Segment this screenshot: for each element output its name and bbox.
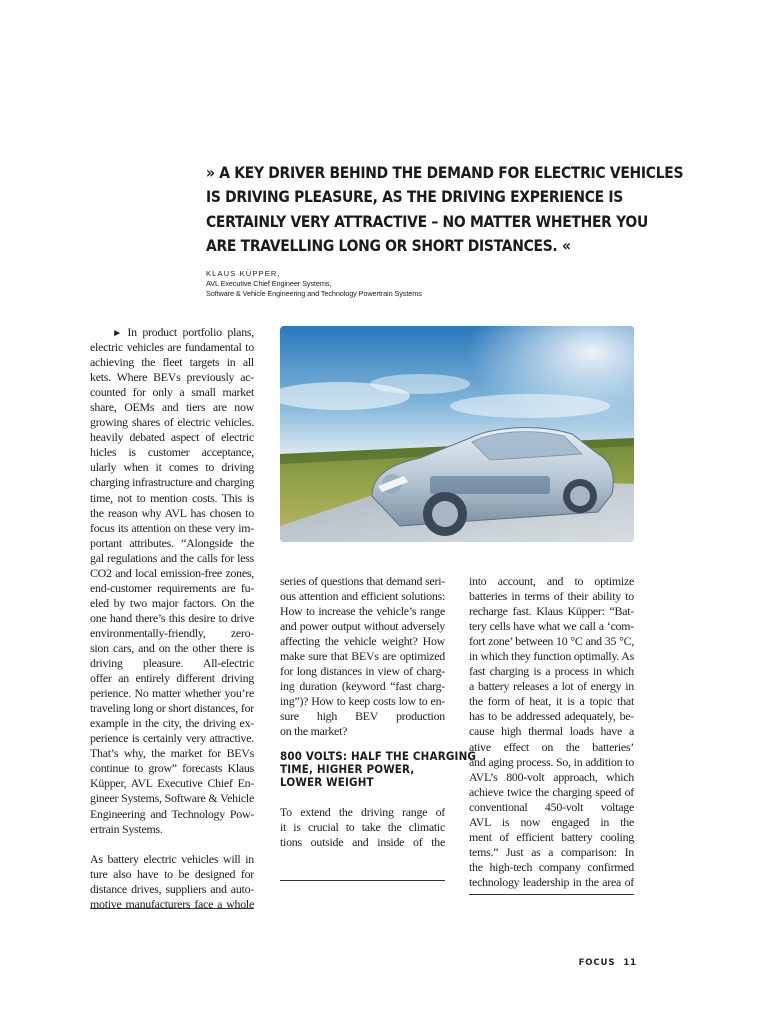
text-line: tery cells have what we call a ‘com-	[469, 619, 634, 634]
text-line: batteries in terms of their ability to	[469, 589, 634, 604]
text-line: That’s why, the market for BEVs	[90, 746, 254, 761]
text-line: ularly when it comes to driving	[90, 460, 254, 475]
text-line: ous attention and efficient solutions:	[280, 589, 445, 604]
text-line: achieving the fleet targets in all	[90, 355, 254, 370]
text-line: sure high BEV production	[280, 709, 445, 724]
text-line: gal regulations and the calls for less	[90, 550, 254, 565]
text-line: hicles is customer acceptance,	[90, 445, 254, 460]
text-line: ertrain Systems.	[90, 821, 163, 836]
text-line: As battery electric vehicles will in	[90, 851, 254, 866]
pull-quote-line: IS DRIVING PLEASURE, AS THE DRIVING EXPERIENCE IS	[206, 187, 623, 207]
text-line: How to increase the vehicle’s range	[280, 604, 445, 619]
text-line: on the market?	[280, 724, 348, 739]
column-end-rule	[90, 908, 254, 909]
text-line: ing duration (keyword “fast charg-	[280, 679, 445, 694]
text-column-3	[469, 574, 634, 890]
pull-quote-line: CERTAINLY VERY ATTRACTIVE – NO MATTER WHETHER YOU	[206, 211, 648, 231]
attribution-role-line: Software & Vehicle Engineering and Technology Powertrain Systems	[206, 288, 422, 298]
text-line: gineer Systems, Software & Vehicle	[90, 791, 254, 806]
text-line: electric vehicles are fundamental to	[90, 340, 254, 355]
attribution-name: KLAUS KÜPPER,	[206, 269, 281, 278]
car-illustration	[280, 326, 634, 542]
text-line: tions outside and inside of the	[280, 835, 445, 850]
text-line: for long distances in view of charg-	[280, 664, 445, 679]
text-line: heavily debated aspect of electric	[90, 430, 254, 445]
text-line: recharge fast. Klaus Küpper: “Bat-	[469, 604, 634, 619]
paragraph-marker-icon: ►	[112, 328, 122, 339]
text-line: perience is certainly very attractive.	[90, 731, 254, 746]
text-line: ture also have to be designed for	[90, 866, 254, 881]
text-line: ative effect on the batteries’	[469, 739, 634, 754]
text-line: ► In product portfolio plans,	[112, 325, 254, 339]
pull-quote-line: ARE TRAVELLING LONG OR SHORT DISTANCES. «	[206, 236, 571, 256]
text-line: AVL’s 800-volt approach, which	[469, 769, 634, 784]
text-line: offer an entirely different driving	[90, 671, 254, 686]
text-line: traveling long or short distances, for	[90, 701, 254, 716]
section-heading-line: LOWER WEIGHT	[280, 774, 374, 789]
text-line: fort zone’ between 10 °C and 35 °C,	[469, 634, 634, 649]
text-line: fast charging is a process in which	[469, 664, 634, 679]
text-line: kets. Where BEVs previously ac-	[90, 370, 254, 385]
text-line: achieve twice the charging speed of	[469, 784, 634, 799]
text-line: conventional 450-volt voltage	[469, 799, 634, 814]
text-line: share, OEMs and tiers are now	[90, 400, 254, 415]
text-line: tems.” Just as a comparison: In	[469, 844, 634, 859]
text-line: the form of heat, it is a topic that	[469, 694, 634, 709]
column-end-rule	[469, 894, 634, 895]
text-line: ing”)? How to keep costs low to en-	[280, 694, 445, 709]
text-line: eled by two major factors. On the	[90, 595, 254, 610]
section-name: FOCUS	[578, 958, 616, 968]
text-line: example in the city, the driving ex-	[90, 716, 254, 731]
text-line: time, not to mention costs. This is	[90, 490, 254, 505]
text-line: has to be addressed adequately, be-	[469, 709, 634, 724]
text-line: the reason why AVL has chosen to	[90, 505, 254, 520]
text-line: environmentally-friendly, zero-	[90, 625, 254, 640]
text-line: into account, and to optimize	[469, 574, 634, 588]
text-line: AVL is now engaged in the	[469, 814, 634, 829]
electric-car-photo	[280, 326, 634, 542]
page-number: 11	[623, 958, 637, 968]
text-line: growing shares of electric vehicles.	[90, 415, 254, 430]
text-line: and aging process. So, in addition to	[469, 754, 634, 769]
text-line: and power output without adversely	[280, 619, 445, 634]
text-line: end-customer requirements are fu-	[90, 580, 254, 595]
text-line: continue to grow” forecasts Klaus	[90, 761, 254, 776]
section-heading-line: TIME, HIGHER POWER,	[280, 761, 415, 776]
column-end-rule	[280, 880, 445, 881]
section-heading-line: 800 VOLTS: HALF THE CHARGING	[280, 748, 477, 763]
text-line: To extend the driving range of	[280, 805, 445, 820]
text-column-2	[280, 574, 477, 850]
pull-quote-line: » A KEY DRIVER BEHIND THE DEMAND FOR ELECTRIC VEHICLES	[206, 163, 684, 182]
text-line: portant attributes. “Alongside the	[90, 535, 254, 550]
text-line: cause high thermal loads have a	[469, 724, 634, 739]
text-line: technology leadership in the area of	[469, 874, 634, 889]
text-line: affecting the vehicle weight? How	[280, 634, 445, 649]
text-line: focus its attention on these very im-	[90, 520, 254, 535]
text-line: series of questions that demand seri-	[280, 574, 445, 588]
text-line: Küpper, AVL Executive Chief En-	[90, 776, 254, 791]
pull-quote	[206, 161, 684, 259]
text-line: driving pleasure. All-electric	[90, 656, 254, 671]
text-line: distance drives, suppliers and auto-	[90, 881, 254, 896]
text-line: Engineering and Technology Pow-	[90, 806, 254, 821]
text-line: CO2 and local emission-free zones,	[90, 565, 254, 580]
text-line: charging infrastructure and charging	[90, 475, 254, 490]
text-line: one hand there’s this desire to drive	[90, 610, 254, 625]
text-line: counted for only a small market	[90, 385, 254, 400]
section-heading	[280, 748, 477, 790]
paragraph-gap	[90, 837, 254, 852]
text-line: perience. No matter whether you’re	[90, 686, 254, 701]
text-line: ment of efficient battery cooling	[469, 829, 634, 844]
attribution-role-line: AVL Executive Chief Engineer Systems,	[206, 279, 332, 288]
text-column-1	[90, 325, 254, 912]
text-line: in which they function optimally. As	[469, 649, 634, 664]
text-line: the high-tech company confirmed	[469, 859, 634, 874]
page-footer	[579, 958, 637, 968]
text-line: make sure that BEVs are optimized	[280, 649, 445, 664]
text-line: a battery releases a lot of energy in	[469, 679, 634, 694]
text-line: sion cars, and on the other there is	[90, 640, 254, 655]
text-line: it is crucial to take the climatic	[280, 820, 445, 835]
quote-attribution	[206, 269, 536, 298]
text-line: motive manufacturers face a whole	[90, 896, 254, 911]
